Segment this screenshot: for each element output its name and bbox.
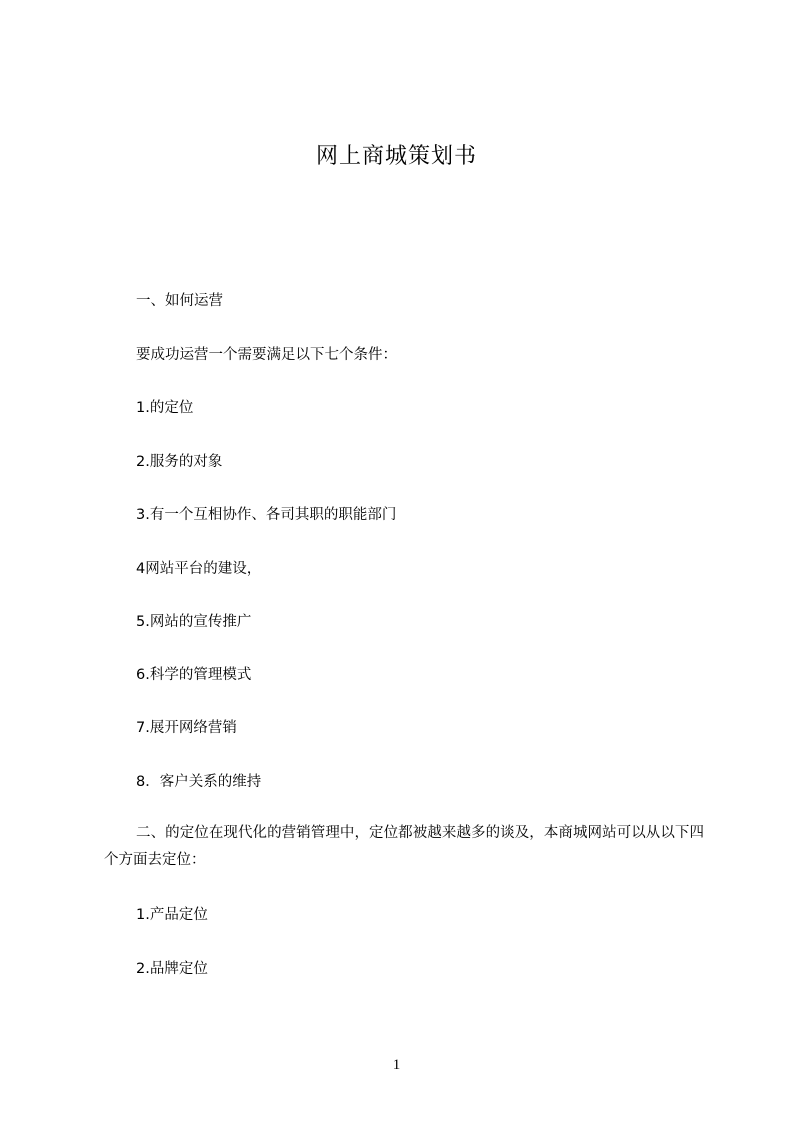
- section-paragraph-positioning: 二、的定位在现代化的营销管理中，定位都被越来越多的谈及，本商城网站可以从以下四个方面去定位：: [104, 825, 704, 868]
- list-item: 8．客户关系的维持: [136, 774, 262, 790]
- list-item: 2.服务的对象: [136, 454, 223, 470]
- list-item: 4网站平台的建设，: [136, 561, 262, 577]
- page-title: 网上商城策划书: [315, 144, 477, 169]
- list-item: 1.的定位: [136, 400, 194, 416]
- intro-line: 要成功运营一个需要满足以下七个条件：: [136, 347, 397, 363]
- list-item: 2.品牌定位: [136, 961, 208, 977]
- list-item: 3.有一个互相协作、各司其职的职能部门: [136, 507, 397, 523]
- page-number: 1: [392, 1057, 401, 1073]
- section-heading-operation: 一、如何运营: [136, 293, 223, 309]
- list-item: 1.产品定位: [136, 907, 208, 923]
- list-item: 7.展开网络营销: [136, 720, 237, 736]
- list-item: 6.科学的管理模式: [136, 667, 252, 683]
- list-item: 5.网站的宣传推广: [136, 614, 252, 630]
